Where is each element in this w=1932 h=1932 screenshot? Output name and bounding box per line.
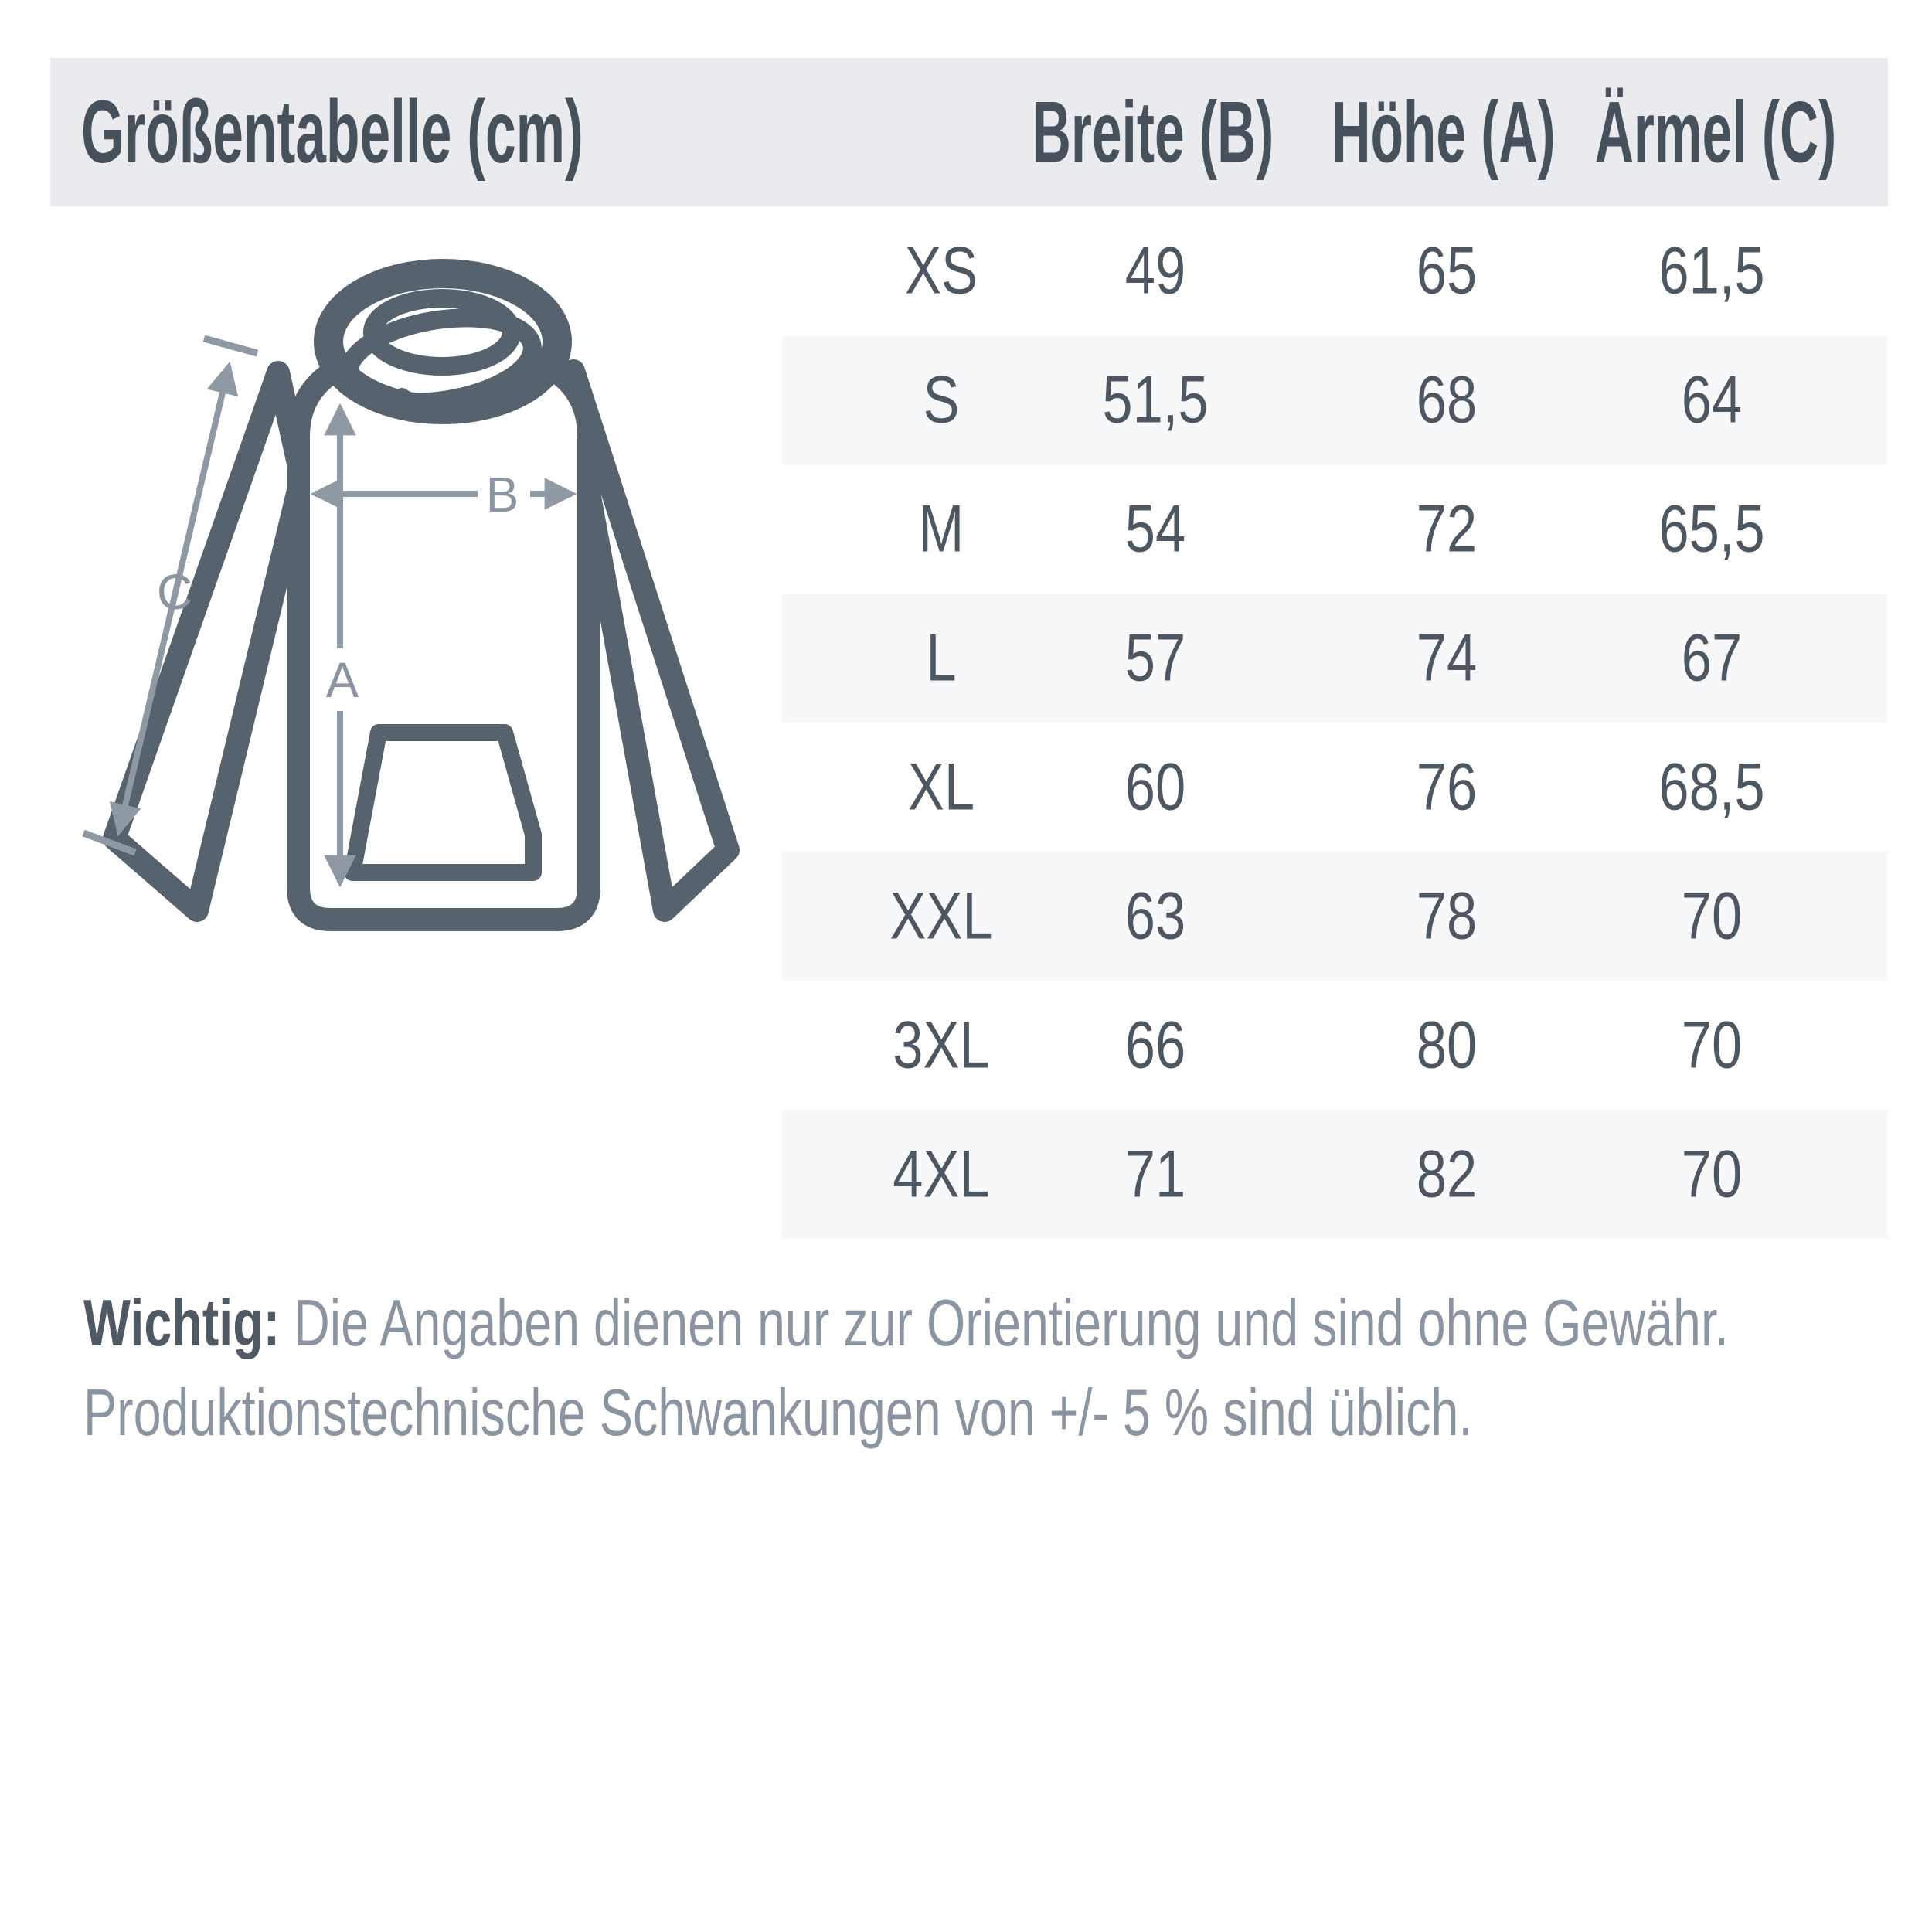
label-c: C [156,564,193,620]
hoodie-pocket [352,733,533,872]
cell-aermel: 67 [1681,621,1743,695]
cell-aermel: 65,5 [1658,492,1765,566]
footnote-line1-text: Die Angaben dienen nur zur Orientierung und sind ohne Gewähr. [280,1287,1729,1360]
cell-hoehe: 65 [1416,233,1478,308]
footnote-important-label: Wichtig: [83,1287,281,1360]
cell-aermel: 70 [1681,879,1743,953]
hoodie-hood [328,274,557,414]
cell-hoehe: 78 [1416,879,1478,953]
cell-size: S [923,362,960,437]
cell-aermel: 70 [1681,1137,1743,1211]
cell-breite: 54 [1124,492,1186,566]
cell-breite: 60 [1124,750,1186,824]
arrow-c-top-tick [204,338,257,353]
label-a: A [325,652,359,708]
cell-hoehe: 74 [1416,621,1478,695]
cell-size: 3XL [893,1008,990,1082]
cell-size: 4XL [893,1137,990,1211]
footnote-line2: Produktionstechnische Schwankungen von +/- 5 % sind üblich. [83,1376,1473,1450]
label-b: B [485,467,519,522]
cell-size: L [926,621,957,695]
footnote [83,1279,1729,1458]
column-header-hoehe: Höhe (A) [1332,83,1556,181]
cell-aermel: 61,5 [1658,233,1765,308]
footnote-line1 [83,1279,1729,1369]
cell-size: XL [907,750,975,824]
cell-hoehe: 68 [1416,362,1478,437]
cell-breite: 57 [1124,621,1186,695]
column-header-breite: Breite (B) [1032,83,1274,181]
cell-breite: 71 [1124,1137,1186,1211]
cell-aermel: 64 [1681,362,1743,437]
cell-hoehe: 76 [1416,750,1478,824]
cell-breite: 63 [1124,879,1186,953]
cell-aermel: 70 [1681,1008,1743,1082]
cell-hoehe: 80 [1416,1008,1478,1082]
table-row [50,1110,1888,1239]
cell-aermel: 68,5 [1658,750,1765,824]
chart-title: Größentabelle (cm) [81,83,583,182]
hoodie-diagram [50,209,784,1105]
table-header-band [50,58,1888,206]
cell-size: XS [904,233,978,308]
cell-breite: 49 [1124,233,1186,308]
column-header-aermel: Ärmel (C) [1594,83,1837,181]
cell-breite: 66 [1124,1008,1186,1082]
cell-breite: 51,5 [1102,362,1209,437]
cell-size: M [918,492,964,566]
cell-hoehe: 72 [1416,492,1478,566]
cell-hoehe: 82 [1416,1137,1478,1211]
cell-size: XXL [889,879,993,953]
